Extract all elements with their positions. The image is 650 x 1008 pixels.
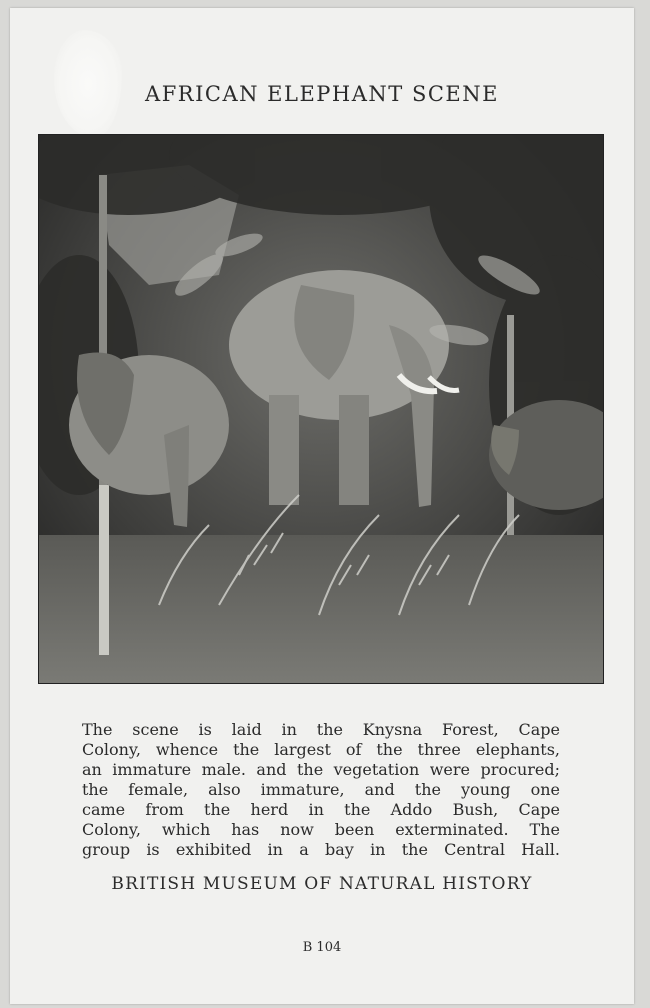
description-line: came from the herd in the Addo Bush, Cape (82, 800, 560, 819)
postcard (10, 8, 634, 1004)
description-line: the female, also immature, and the young one (82, 780, 560, 799)
wooden-stake (99, 485, 109, 655)
description-line: The scene is laid in the Knysna Forest, Cape (82, 720, 560, 739)
institution-name: BRITISH MUSEUM OF NATURAL HISTORY (111, 874, 533, 894)
description-line: Colony, which has now been exterminated. The (82, 820, 560, 839)
description-line: an immature male. and the vegetation were procured; (82, 760, 560, 779)
description-line: group is exhibited in a bay in the Central Hall. (82, 840, 560, 859)
elephant-scene-photo (38, 134, 604, 684)
card-code: B 104 (302, 940, 342, 955)
description (82, 720, 560, 860)
description-line: Colony, whence the largest of the three elephants, (82, 740, 560, 759)
card-title: AFRICAN ELEPHANT SCENE (145, 82, 499, 106)
